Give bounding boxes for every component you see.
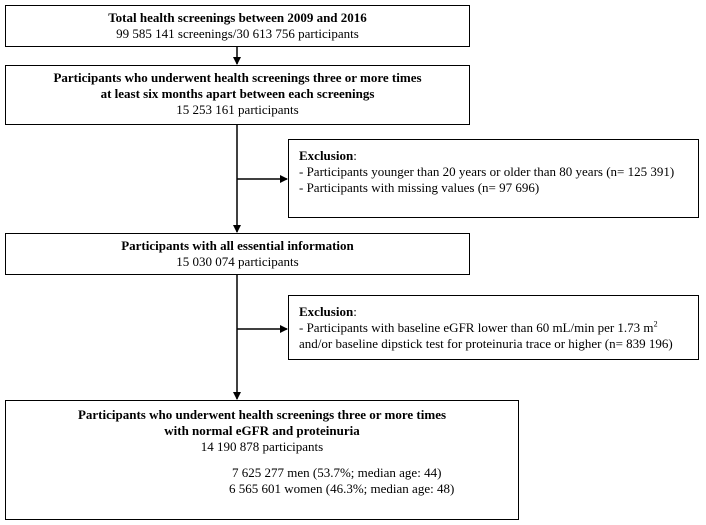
final-cohort-title-line2: with normal eGFR and proteinuria bbox=[164, 423, 360, 438]
exclusion-box-2 bbox=[288, 295, 699, 360]
exclusion-1-age: - Participants younger than 20 years or older than 80 years (n= 125 391) bbox=[299, 164, 675, 179]
exclusion-2-egfr bbox=[299, 320, 698, 336]
essential-info-count: 15 030 074 participants bbox=[176, 254, 299, 269]
repeat-screenings-title-line1: Participants who underwent health screenings three or more times bbox=[53, 70, 422, 85]
repeat-screenings-box bbox=[5, 65, 470, 125]
final-cohort-men: 7 625 277 men (53.7%; median age: 44) bbox=[232, 465, 442, 480]
exclusion-box-1 bbox=[288, 139, 699, 218]
essential-info-title: Participants with all essential information bbox=[121, 238, 354, 253]
exclusion-2-superscript: 2 bbox=[653, 319, 658, 329]
exclusion-1-header bbox=[299, 148, 698, 164]
final-cohort-women: 6 565 601 women (46.3%; median age: 48) bbox=[229, 481, 455, 496]
final-cohort-count: 14 190 878 participants bbox=[200, 439, 324, 454]
final-cohort-title-line1: Participants who underwent health screenings three or more times bbox=[77, 407, 447, 422]
exclusion-2-egfr-text: - Participants with baseline eGFR lower than 60 mL/min per 1.73 m bbox=[299, 320, 654, 335]
final-cohort-box bbox=[5, 400, 519, 520]
exclusion-2-header bbox=[299, 304, 698, 320]
exclusion-1-label: Exclusion bbox=[299, 148, 354, 163]
exclusion-2-label: Exclusion bbox=[299, 304, 354, 319]
total-screenings-count: 99 585 141 screenings/30 613 756 participants bbox=[116, 26, 359, 41]
essential-info-box bbox=[5, 233, 470, 275]
repeat-screenings-count: 15 253 161 participants bbox=[176, 102, 299, 117]
exclusion-2-proteinuria: and/or baseline dipstick test for proteinuria trace or higher (n= 839 196) bbox=[299, 336, 673, 351]
exclusion-1-missing: - Participants with missing values (n= 97 696) bbox=[299, 180, 540, 195]
total-screenings-box bbox=[5, 5, 470, 47]
exclusion-1-colon: : bbox=[353, 148, 357, 163]
total-screenings-title: Total health screenings between 2009 and 2016 bbox=[108, 10, 367, 25]
exclusion-2-colon: : bbox=[353, 304, 357, 319]
repeat-screenings-title-line2: at least six months apart between each screenings bbox=[100, 86, 375, 101]
